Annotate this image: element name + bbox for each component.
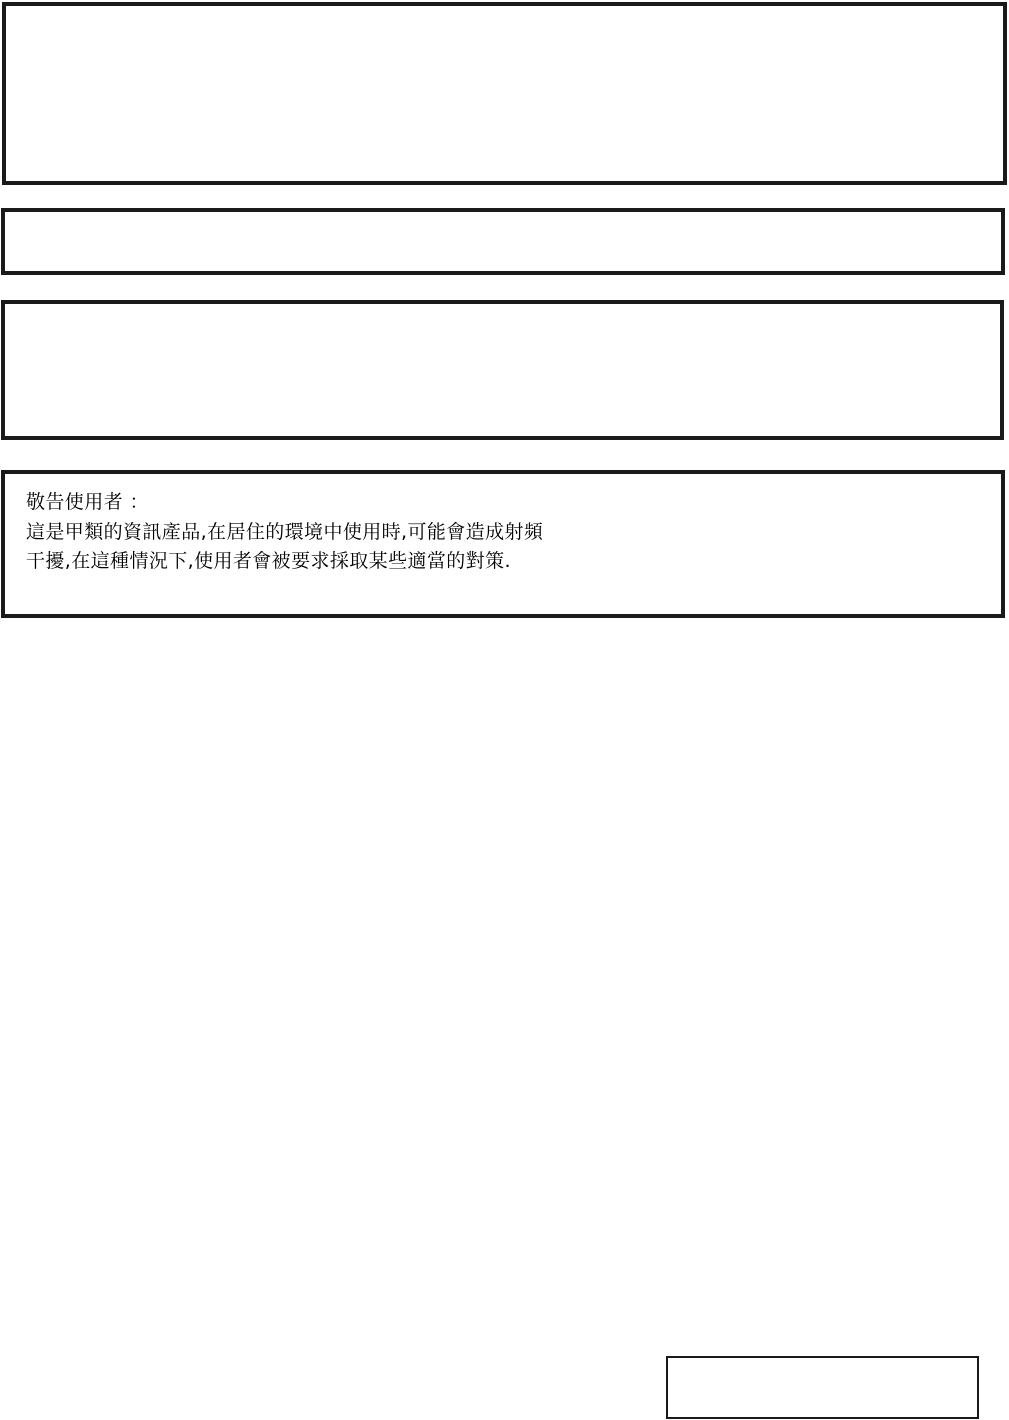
empty-frame-second <box>1 208 1005 275</box>
empty-label-box <box>666 1356 979 1419</box>
warning-notice-box <box>1 470 1005 618</box>
warning-line-2: 干擾,在這種情況下,使用者會被要求採取某些適當的對策. <box>26 550 511 572</box>
empty-frame-third <box>1 300 1004 440</box>
warning-heading: 敬告使用者 ： <box>26 491 149 513</box>
empty-frame-top <box>2 2 1007 185</box>
warning-notice-text <box>26 488 543 577</box>
warning-line-1: 這是甲類的資訊產品,在居住的環境中使用時,可能會造成射頻 <box>26 520 544 543</box>
